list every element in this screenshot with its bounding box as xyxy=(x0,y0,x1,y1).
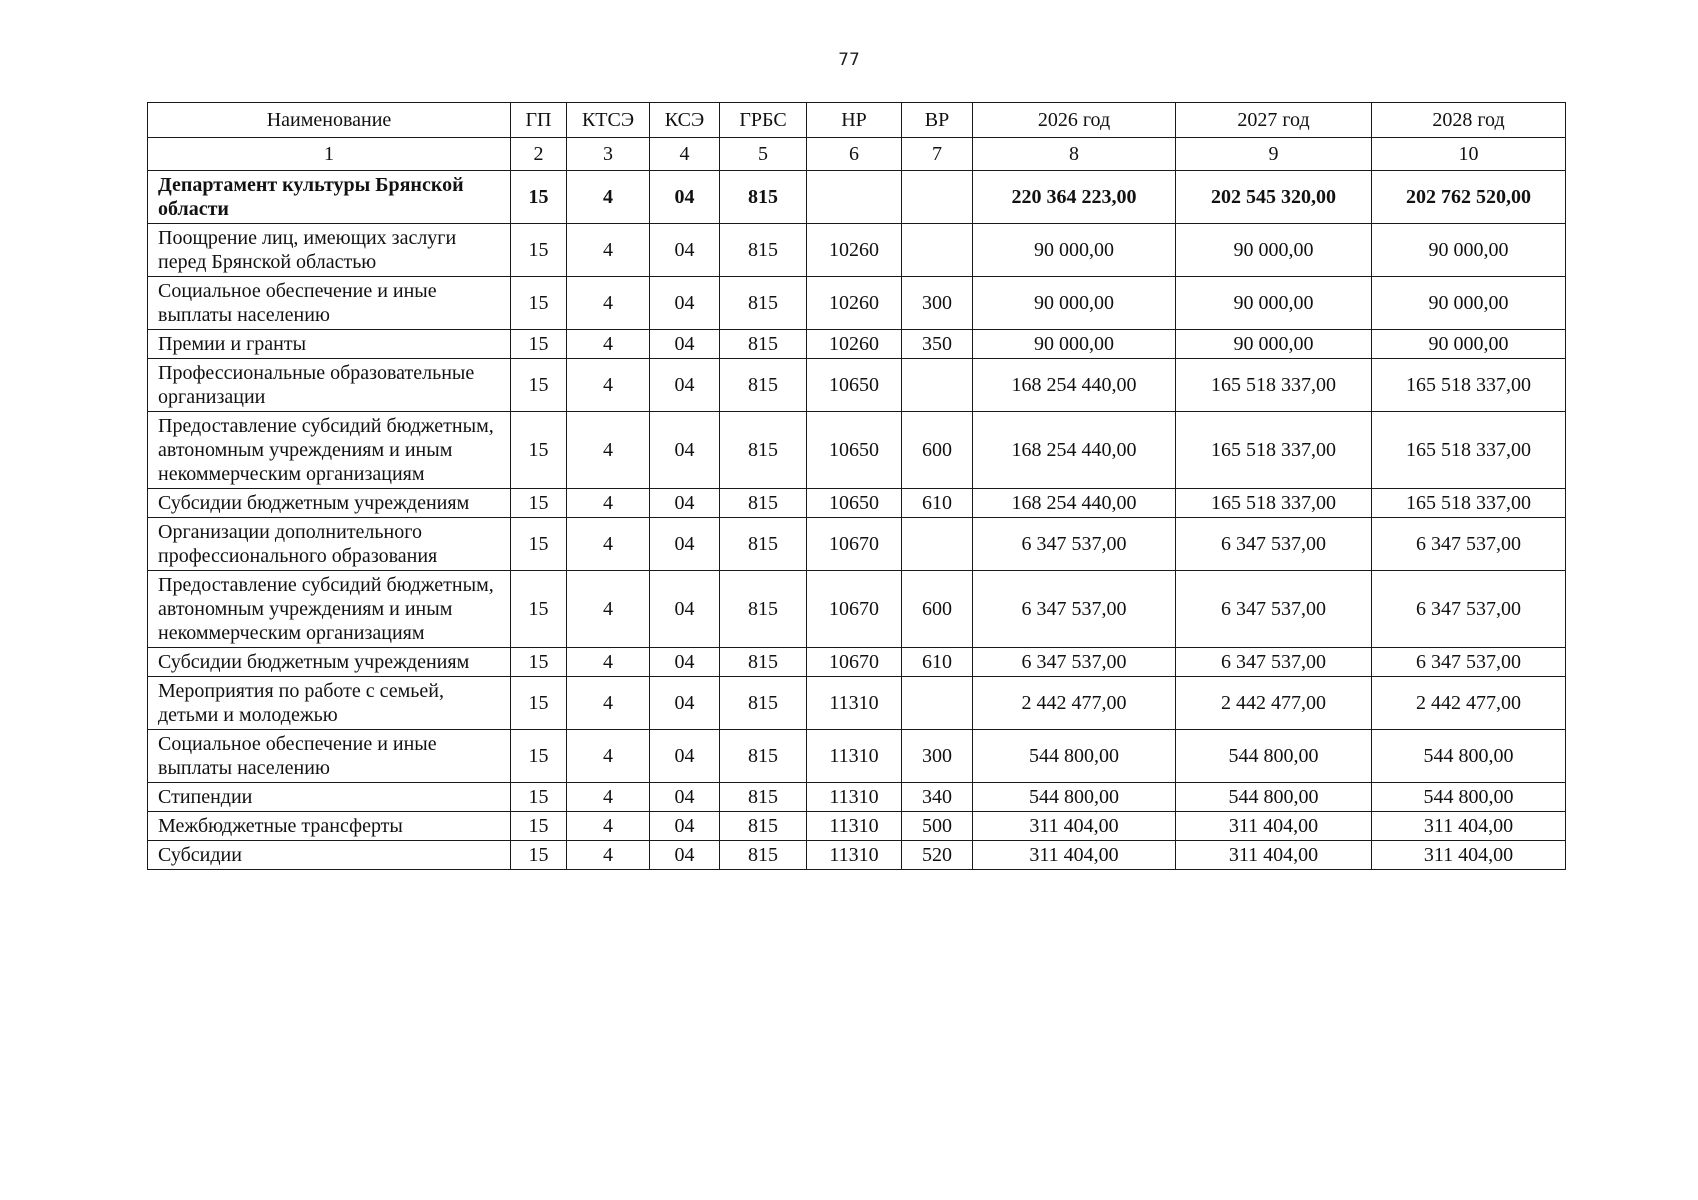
row-name-cell: Предоставление субсидий бюджетным, автономным учреждениям и иным некоммерческим организациям xyxy=(148,571,511,648)
table-cell: 220 364 223,00 xyxy=(973,171,1176,224)
table-row xyxy=(148,812,1566,841)
row-name-cell: Премии и гранты xyxy=(148,330,511,359)
table-cell: 4 xyxy=(567,571,650,648)
table-cell: 4 xyxy=(567,518,650,571)
table-row xyxy=(148,224,1566,277)
table-cell: 10650 xyxy=(807,412,902,489)
table-cell: 610 xyxy=(902,648,973,677)
table-cell: 10260 xyxy=(807,277,902,330)
table-cell: 4 xyxy=(567,330,650,359)
table-cell: 2 442 477,00 xyxy=(1176,677,1372,730)
table-cell: 168 254 440,00 xyxy=(973,489,1176,518)
table-cell: 311 404,00 xyxy=(1176,812,1372,841)
table-cell: 15 xyxy=(511,330,567,359)
row-name-cell: Субсидии xyxy=(148,841,511,870)
table-cell: 90 000,00 xyxy=(1176,277,1372,330)
header-nr: НР xyxy=(807,103,902,138)
row-name-cell: Межбюджетные трансферты xyxy=(148,812,511,841)
row-name-cell: Социальное обеспечение и иные выплаты населению xyxy=(148,730,511,783)
table-cell: 202 545 320,00 xyxy=(1176,171,1372,224)
table-cell: 15 xyxy=(511,841,567,870)
row-name-cell: Предоставление субсидий бюджетным, автономным учреждениям и иным некоммерческим организациям xyxy=(148,412,511,489)
table-cell: 815 xyxy=(720,224,807,277)
budget-table xyxy=(147,102,1566,870)
table-cell xyxy=(902,677,973,730)
table-row xyxy=(148,518,1566,571)
table-cell: 11310 xyxy=(807,841,902,870)
table-cell: 11310 xyxy=(807,783,902,812)
table-cell: 6 347 537,00 xyxy=(973,518,1176,571)
column-number: 5 xyxy=(720,138,807,171)
table-cell: 165 518 337,00 xyxy=(1372,359,1566,412)
table-cell: 10260 xyxy=(807,224,902,277)
row-name-cell: Мероприятия по работе с семьей, детьми и молодежью xyxy=(148,677,511,730)
table-cell: 202 762 520,00 xyxy=(1372,171,1566,224)
table-cell: 815 xyxy=(720,518,807,571)
table-cell: 815 xyxy=(720,359,807,412)
table-cell: 4 xyxy=(567,648,650,677)
header-year-2026: 2026 год xyxy=(973,103,1176,138)
table-cell: 165 518 337,00 xyxy=(1372,489,1566,518)
table-cell: 165 518 337,00 xyxy=(1372,412,1566,489)
table-cell: 15 xyxy=(511,412,567,489)
table-cell: 4 xyxy=(567,489,650,518)
table-cell: 600 xyxy=(902,571,973,648)
table-cell: 311 404,00 xyxy=(973,841,1176,870)
table-cell: 4 xyxy=(567,812,650,841)
row-name-cell: Профессиональные образовательные организации xyxy=(148,359,511,412)
table-cell: 311 404,00 xyxy=(1372,841,1566,870)
table-cell: 04 xyxy=(650,648,720,677)
table-cell: 15 xyxy=(511,783,567,812)
table-cell: 04 xyxy=(650,330,720,359)
column-number: 6 xyxy=(807,138,902,171)
table-cell: 11310 xyxy=(807,812,902,841)
table-cell: 90 000,00 xyxy=(1372,330,1566,359)
table-cell: 90 000,00 xyxy=(973,330,1176,359)
table-cell: 90 000,00 xyxy=(1372,277,1566,330)
table-cell: 10650 xyxy=(807,359,902,412)
table-cell: 500 xyxy=(902,812,973,841)
table-cell xyxy=(902,359,973,412)
table-cell: 300 xyxy=(902,730,973,783)
header-vr: ВР xyxy=(902,103,973,138)
table-cell: 815 xyxy=(720,841,807,870)
table-cell: 04 xyxy=(650,730,720,783)
page-number: 77 xyxy=(838,50,860,70)
table-cell: 6 347 537,00 xyxy=(1372,648,1566,677)
table-cell: 10670 xyxy=(807,571,902,648)
table-cell: 4 xyxy=(567,171,650,224)
table-cell: 300 xyxy=(902,277,973,330)
column-number: 10 xyxy=(1372,138,1566,171)
column-number: 4 xyxy=(650,138,720,171)
table-row xyxy=(148,359,1566,412)
table-cell: 04 xyxy=(650,812,720,841)
column-number: 3 xyxy=(567,138,650,171)
table-cell: 15 xyxy=(511,489,567,518)
header-name: Наименование xyxy=(148,103,511,138)
table-cell: 6 347 537,00 xyxy=(973,571,1176,648)
row-name-cell: Организации дополнительного профессионального образования xyxy=(148,518,511,571)
table-cell: 815 xyxy=(720,812,807,841)
table-cell: 544 800,00 xyxy=(1372,730,1566,783)
table-cell: 6 347 537,00 xyxy=(1176,518,1372,571)
table-header xyxy=(148,103,1566,171)
column-number: 9 xyxy=(1176,138,1372,171)
table-cell: 600 xyxy=(902,412,973,489)
table-cell: 4 xyxy=(567,412,650,489)
table-cell: 520 xyxy=(902,841,973,870)
table-cell: 815 xyxy=(720,330,807,359)
table-cell: 168 254 440,00 xyxy=(973,412,1176,489)
table-cell: 6 347 537,00 xyxy=(1372,518,1566,571)
table-cell: 4 xyxy=(567,359,650,412)
table-cell: 15 xyxy=(511,518,567,571)
table-row xyxy=(148,571,1566,648)
table-cell: 6 347 537,00 xyxy=(1372,571,1566,648)
table-cell: 4 xyxy=(567,277,650,330)
table-row xyxy=(148,489,1566,518)
table-cell: 350 xyxy=(902,330,973,359)
table-cell: 6 347 537,00 xyxy=(1176,648,1372,677)
table-cell: 6 347 537,00 xyxy=(1176,571,1372,648)
table-row xyxy=(148,783,1566,812)
header-year-2028: 2028 год xyxy=(1372,103,1566,138)
table-cell xyxy=(902,224,973,277)
table-cell: 165 518 337,00 xyxy=(1176,412,1372,489)
table-cell: 815 xyxy=(720,730,807,783)
table-cell: 04 xyxy=(650,224,720,277)
table-cell: 15 xyxy=(511,812,567,841)
table-cell: 311 404,00 xyxy=(1176,841,1372,870)
row-name-cell: Стипендии xyxy=(148,783,511,812)
row-name-cell: Поощрение лиц, имеющих заслуги перед Брянской областью xyxy=(148,224,511,277)
table-cell: 10260 xyxy=(807,330,902,359)
table-cell: 544 800,00 xyxy=(1176,730,1372,783)
table-cell: 04 xyxy=(650,489,720,518)
table-row xyxy=(148,648,1566,677)
table-cell: 15 xyxy=(511,277,567,330)
table-cell: 11310 xyxy=(807,730,902,783)
table-cell: 165 518 337,00 xyxy=(1176,359,1372,412)
row-name-cell: Департамент культуры Брянской области xyxy=(148,171,511,224)
header-kse: КСЭ xyxy=(650,103,720,138)
table-cell: 04 xyxy=(650,171,720,224)
table-cell: 2 442 477,00 xyxy=(1372,677,1566,730)
table-cell: 4 xyxy=(567,224,650,277)
table-cell: 04 xyxy=(650,518,720,571)
table-cell: 815 xyxy=(720,677,807,730)
column-number: 7 xyxy=(902,138,973,171)
column-number: 2 xyxy=(511,138,567,171)
table-cell: 15 xyxy=(511,224,567,277)
table-cell: 90 000,00 xyxy=(1176,330,1372,359)
table-cell: 544 800,00 xyxy=(973,730,1176,783)
table-cell: 04 xyxy=(650,783,720,812)
table-cell: 4 xyxy=(567,841,650,870)
table-row xyxy=(148,171,1566,224)
table-cell: 4 xyxy=(567,677,650,730)
table-cell: 90 000,00 xyxy=(1176,224,1372,277)
table-cell: 15 xyxy=(511,571,567,648)
table-cell: 90 000,00 xyxy=(973,277,1176,330)
row-name-cell: Субсидии бюджетным учреждениям xyxy=(148,648,511,677)
table-cell: 11310 xyxy=(807,677,902,730)
table-cell: 04 xyxy=(650,841,720,870)
table-cell: 10650 xyxy=(807,489,902,518)
table-cell: 6 347 537,00 xyxy=(973,648,1176,677)
table-row xyxy=(148,841,1566,870)
column-number: 1 xyxy=(148,138,511,171)
table-cell: 311 404,00 xyxy=(1372,812,1566,841)
header-row xyxy=(148,103,1566,138)
table-cell: 10670 xyxy=(807,518,902,571)
table-cell: 04 xyxy=(650,571,720,648)
table-cell: 340 xyxy=(902,783,973,812)
table-cell: 815 xyxy=(720,171,807,224)
table-row xyxy=(148,730,1566,783)
table-cell xyxy=(807,171,902,224)
table-row xyxy=(148,330,1566,359)
header-gp: ГП xyxy=(511,103,567,138)
table-cell: 815 xyxy=(720,412,807,489)
table-body xyxy=(148,171,1566,870)
table-cell: 815 xyxy=(720,783,807,812)
table-cell: 90 000,00 xyxy=(1372,224,1566,277)
table-cell: 4 xyxy=(567,730,650,783)
table-cell: 90 000,00 xyxy=(973,224,1176,277)
table-cell: 15 xyxy=(511,730,567,783)
row-name-cell: Социальное обеспечение и иные выплаты населению xyxy=(148,277,511,330)
table-cell xyxy=(902,171,973,224)
table-cell xyxy=(902,518,973,571)
table-cell: 04 xyxy=(650,677,720,730)
row-name-cell: Субсидии бюджетным учреждениям xyxy=(148,489,511,518)
header-grbs: ГРБС xyxy=(720,103,807,138)
table-row xyxy=(148,412,1566,489)
table-cell: 4 xyxy=(567,783,650,812)
table-cell: 311 404,00 xyxy=(973,812,1176,841)
table-cell: 10670 xyxy=(807,648,902,677)
header-year-2027: 2027 год xyxy=(1176,103,1372,138)
table-cell: 544 800,00 xyxy=(1176,783,1372,812)
table-cell: 15 xyxy=(511,171,567,224)
table-cell: 15 xyxy=(511,648,567,677)
table-cell: 15 xyxy=(511,359,567,412)
table-cell: 168 254 440,00 xyxy=(973,359,1176,412)
table-cell: 04 xyxy=(650,277,720,330)
table-cell: 165 518 337,00 xyxy=(1176,489,1372,518)
table-cell: 815 xyxy=(720,648,807,677)
column-number-row xyxy=(148,138,1566,171)
table-cell: 544 800,00 xyxy=(973,783,1176,812)
table-cell: 04 xyxy=(650,412,720,489)
table-cell: 815 xyxy=(720,489,807,518)
table-row xyxy=(148,677,1566,730)
table-cell: 815 xyxy=(720,277,807,330)
table-cell: 815 xyxy=(720,571,807,648)
table-cell: 2 442 477,00 xyxy=(973,677,1176,730)
table-cell: 544 800,00 xyxy=(1372,783,1566,812)
table-cell: 15 xyxy=(511,677,567,730)
header-ktse: КТСЭ xyxy=(567,103,650,138)
table-cell: 610 xyxy=(902,489,973,518)
table-row xyxy=(148,277,1566,330)
table-cell: 04 xyxy=(650,359,720,412)
column-number: 8 xyxy=(973,138,1176,171)
